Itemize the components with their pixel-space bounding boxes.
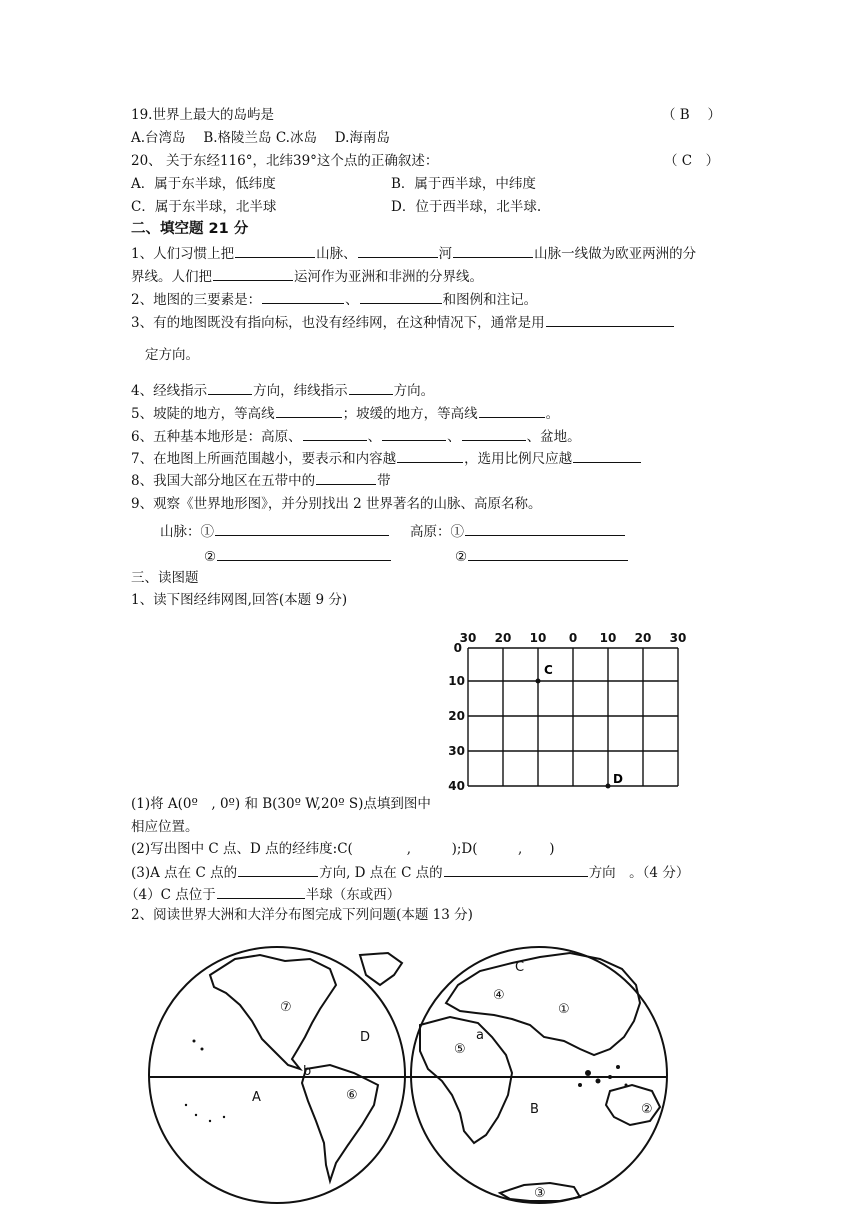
fill-2-text: 2、地图的三要素是： [131, 292, 262, 308]
map-label-b: b [303, 1064, 312, 1079]
left-label: 20 [448, 709, 465, 723]
map-label-2: ② [641, 1102, 653, 1117]
blank[interactable] [382, 426, 446, 441]
left-label: 40 [448, 779, 465, 793]
fill-1-text: 山脉一线做为欧亚两洲的分 [534, 246, 697, 262]
fill-1-line-2 [131, 266, 483, 286]
islands [185, 1040, 628, 1123]
point-d-dot [606, 784, 611, 789]
fill-3 [131, 312, 675, 332]
fill-5-text: 5、坡陡的地方，等高线 [131, 406, 275, 422]
map-label-A: A [252, 1090, 261, 1105]
blank[interactable] [217, 884, 305, 899]
blank[interactable] [358, 243, 438, 258]
fill-7-text: ，选用比例尺应越 [464, 451, 573, 467]
map-label-1: ① [558, 1002, 570, 1017]
blank[interactable] [215, 521, 389, 536]
q20-option-c: C．属于东半球，北半球 [131, 199, 277, 215]
fill-1-text: 运河作为亚洲和非洲的分界线。 [294, 269, 483, 285]
read-q1-part3 [131, 862, 689, 882]
left-label: 0 [453, 641, 462, 655]
point-c-dot [536, 679, 541, 684]
top-label: 30 [669, 631, 687, 645]
fill-5-text: 。 [545, 406, 560, 422]
read-q1-part1-cont: 相应位置。 [131, 819, 199, 835]
fill-1-line-1 [131, 243, 696, 263]
blank[interactable] [462, 426, 526, 441]
section-2-heading: 二、填空题 21 分 [131, 221, 249, 237]
fill-6-text: 、 [447, 429, 461, 445]
top-label: 20 [494, 631, 512, 645]
western-hemisphere-outline [149, 947, 405, 1203]
blank[interactable] [235, 243, 315, 258]
q20-stem: 20、 关于东经116°，北纬39°这个点的正确叙述： [131, 153, 439, 169]
blank[interactable] [573, 448, 641, 463]
read-q1: 1、读下图经纬网图,回答(本题 9 分) [131, 592, 348, 608]
blank[interactable] [303, 426, 367, 441]
fill-4-text: 4、经线指示 [131, 383, 208, 399]
point-d-label: D [613, 772, 623, 786]
blank[interactable] [262, 289, 344, 304]
point-c-label: C [544, 663, 553, 677]
fill-3-end: 定方向。 [145, 347, 199, 363]
map-label-a: a [476, 1028, 484, 1043]
fill-5-text: ；坡缓的地方，等高线 [342, 406, 478, 422]
fill-1-text: 界线。人们把 [131, 269, 212, 285]
fill-6 [131, 426, 581, 446]
blank[interactable] [213, 266, 293, 281]
fill-5 [131, 403, 559, 423]
blank[interactable] [479, 403, 545, 418]
part3-text: 方向 。（4 分） [588, 865, 690, 881]
read-q1-part4 [125, 884, 400, 904]
read-q1-part1: (1)将 A(0º , 0º) 和 B(30º W,20º S)点填到图中 [131, 796, 431, 812]
map-label-5: ⑤ [454, 1042, 466, 1057]
fill-9-text: ② [455, 549, 468, 565]
grid-lines [468, 648, 678, 786]
blank[interactable] [468, 546, 628, 561]
fill-9-text: 高原：① [410, 524, 464, 540]
fill-8 [131, 470, 391, 490]
map-label-3: ③ [534, 1186, 546, 1201]
part3-text: 方向, D 点在 C 点的 [319, 865, 443, 881]
fill-6-text: 、盆地。 [526, 429, 581, 445]
top-label: 30 [459, 631, 477, 645]
top-label: 20 [634, 631, 652, 645]
read-q2: 2、阅读世界大洲和大洋分布图完成下列问题(本题 13 分) [131, 907, 473, 923]
section-3-heading: 三、读图题 [131, 570, 199, 586]
fill-9-text: 山脉：① [160, 524, 214, 540]
fill-7-text: 7、在地图上所画范围越小，要表示和内容越 [131, 451, 397, 467]
map-label-7: ⑦ [280, 1000, 292, 1015]
blank[interactable] [546, 312, 674, 327]
top-label: 10 [529, 631, 547, 645]
blank[interactable] [444, 862, 588, 877]
fill-9-mountain-1 [160, 521, 390, 541]
fill-4 [131, 380, 434, 400]
blank[interactable] [349, 380, 393, 395]
fill-9-plateau-2 [455, 546, 629, 566]
fill-4-text: 方向，纬线指示 [253, 383, 348, 399]
fill-2 [131, 289, 537, 309]
blank[interactable] [397, 448, 463, 463]
world-map-figure [140, 945, 680, 1209]
fill-2-text: 、 [345, 292, 359, 308]
q19-answer: （ B ） [662, 107, 722, 123]
africa-shape [420, 1017, 512, 1143]
blank[interactable] [453, 243, 533, 258]
left-label: 30 [448, 744, 465, 758]
greenland-shape [360, 953, 402, 985]
fill-2-text: 和图例和注记。 [442, 292, 538, 308]
fill-9: 9、观察《世界地形图》，并分别找出 2 世界著名的山脉、高原名称。 [131, 496, 542, 512]
blank[interactable] [465, 521, 625, 536]
map-label-C: C [515, 960, 525, 975]
fill-9-mountain-2 [204, 546, 392, 566]
fill-1-text: 山脉、 [316, 246, 357, 262]
part3-text: (3)A 点在 C 点的 [131, 865, 238, 881]
left-label: 10 [448, 674, 465, 688]
blank[interactable] [316, 470, 376, 485]
map-label-B: B [530, 1102, 539, 1117]
fill-6-text: 6、五种基本地形是：高原、 [131, 429, 302, 445]
q20-answer: （ C ） [664, 153, 720, 169]
north-america-shape [210, 955, 336, 1069]
top-label: 0 [568, 631, 578, 645]
q20-option-d: D．位于西半球，北半球. [391, 199, 542, 215]
fill-4-text: 方向。 [393, 383, 435, 399]
q19-options: A.台湾岛 B.格陵兰岛 C.冰岛 D.海南岛 [131, 130, 390, 146]
fill-8-text: 带 [377, 473, 391, 489]
fill-9-plateau-1 [410, 521, 626, 541]
blank[interactable] [276, 403, 342, 418]
fill-1-text: 河 [438, 246, 453, 262]
q20-option-a: A．属于东半球，低纬度 [131, 176, 276, 192]
blank[interactable] [217, 546, 391, 561]
part4-text: 半球（东或西） [305, 887, 401, 903]
fill-7 [131, 448, 642, 468]
map-label-D: D [360, 1030, 371, 1045]
read-q1-part2: (2)写出图中 C 点、D 点的经纬度:C( , );D( , ) [131, 841, 555, 857]
blank[interactable] [360, 289, 442, 304]
south-america-shape [302, 1065, 378, 1181]
blank[interactable] [238, 862, 318, 877]
map-label-6: ⑥ [346, 1088, 358, 1103]
fill-8-text: 8、我国大部分地区在五带中的 [131, 473, 316, 489]
fill-3-text: 3、有的地图既没有指向标，也没有经纬网，在这种情况下，通常是用 [131, 315, 545, 331]
eastern-hemisphere-outline [411, 947, 667, 1203]
top-label: 10 [599, 631, 617, 645]
latlon-grid-figure [438, 628, 698, 798]
fill-1-text: 1、人们习惯上把 [131, 246, 235, 262]
q19-stem: 19.世界上最大的岛屿是 [131, 107, 274, 123]
part4-text: （4）C 点位于 [125, 887, 216, 903]
fill-9-text: ② [204, 549, 217, 565]
fill-6-text: 、 [367, 429, 382, 445]
q20-option-b: B．属于西半球，中纬度 [391, 176, 536, 192]
map-label-4: ④ [493, 988, 505, 1003]
blank[interactable] [208, 380, 252, 395]
